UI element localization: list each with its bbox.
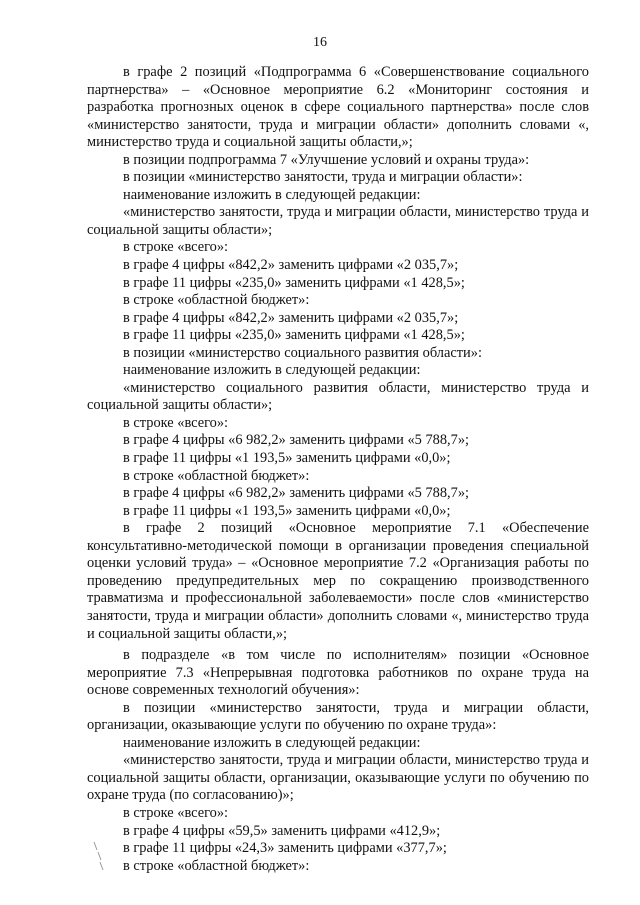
document-body <box>87 64 589 875</box>
paragraph: «министерство занятости, труда и миграции области, министерство труда и социальной защиты области»; <box>87 204 589 238</box>
paragraph: в строке «областной бюджет»: <box>123 292 310 309</box>
paragraph: «министерство социального развития области, министерство труда и социальной защиты области»; <box>87 379 589 414</box>
paragraph: в графе 11 цифры «235,0» заменить цифрами «1 428,5»; <box>123 274 465 291</box>
paragraph: в позиции подпрограмма 7 «Улучшение условий и охраны труда»: <box>123 151 530 168</box>
paragraph: в графе 4 цифры «842,2» заменить цифрами «2 035,7»; <box>123 257 459 274</box>
paragraph: в графе 11 цифры «1 193,5» заменить цифрами «0,0»; <box>123 450 451 467</box>
scan-artifact-mark <box>88 838 108 878</box>
paragraph: в графе 4 цифры «842,2» заменить цифрами «2 035,7»; <box>123 309 459 326</box>
paragraph: в позиции «министерство социального развития области»: <box>123 344 482 361</box>
paragraph: в графе 11 цифры «24,3» заменить цифрами «377,7»; <box>123 840 447 857</box>
paragraph: в графе 2 позиций «Подпрограмма 6 «Совершенствование социального партнерства» – «Основное мероприятие 6.2 «Мониторинг состояния и разработка прогнозных оценок в сфере социального партнерства» после слов «министерство занятости, труда и миграции области» дополнить словами «, министерство труда и социальной защиты области,»; <box>87 64 589 151</box>
paragraph: наименование изложить в следующей редакции: <box>123 734 421 751</box>
paragraph: в строке «всего»: <box>123 239 229 256</box>
page-number: 16 <box>313 35 327 50</box>
paragraph: наименование изложить в следующей редакции: <box>123 362 421 379</box>
paragraph: в строке «областной бюджет»: <box>123 467 310 484</box>
paragraph: наименование изложить в следующей редакции: <box>123 186 421 203</box>
paragraph: в графе 11 цифры «235,0» заменить цифрами «1 428,5»; <box>123 327 465 344</box>
paragraph: в позиции «министерство занятости, труда и миграции области»: <box>123 169 523 186</box>
paragraph: «министерство занятости, труда и миграции области, министерство труда и социальной защиты области, организации, оказывающие услуги по обучению по охране труда (по согласованию)»; <box>87 752 589 804</box>
paragraph: в графе 11 цифры «1 193,5» заменить цифрами «0,0»; <box>123 502 451 519</box>
paragraph: в графе 2 позиций «Основное мероприятие 7.1 «Обеспечение консультативно-методической помощи в организации проведения специальной оценки условий труда» – «Основное мероприятие 7.2 «Организация работы по проведению предупредительных мер по сокращению производственного травматизма и профессиональной заболеваемости» после слов «министерство занятости, труда и миграции области» дополнить словами «, министерство труда и социальной защиты области,»; <box>87 520 589 642</box>
paragraph: в строке «всего»: <box>123 804 229 821</box>
paragraph: в графе 4 цифры «6 982,2» заменить цифрами «5 788,7»; <box>123 432 470 449</box>
paragraph: в позиции «министерство занятости, труда и миграции области, организации, оказывающие услуги по обучению по охране труда»: <box>87 699 589 734</box>
paragraph: в строке «всего»: <box>123 414 229 431</box>
paragraph: в графе 4 цифры «6 982,2» заменить цифрами «5 788,7»; <box>123 485 470 502</box>
paragraph: в подразделе «в том числе по исполнителям» позиции «Основное мероприятие 7.3 «Непрерывная подготовка работников по охране труда на основе современных технологий обучения»: <box>87 647 589 699</box>
paragraph: в строке «областной бюджет»: <box>123 857 310 874</box>
paragraph: в графе 4 цифры «59,5» заменить цифрами «412,9»; <box>123 822 441 839</box>
